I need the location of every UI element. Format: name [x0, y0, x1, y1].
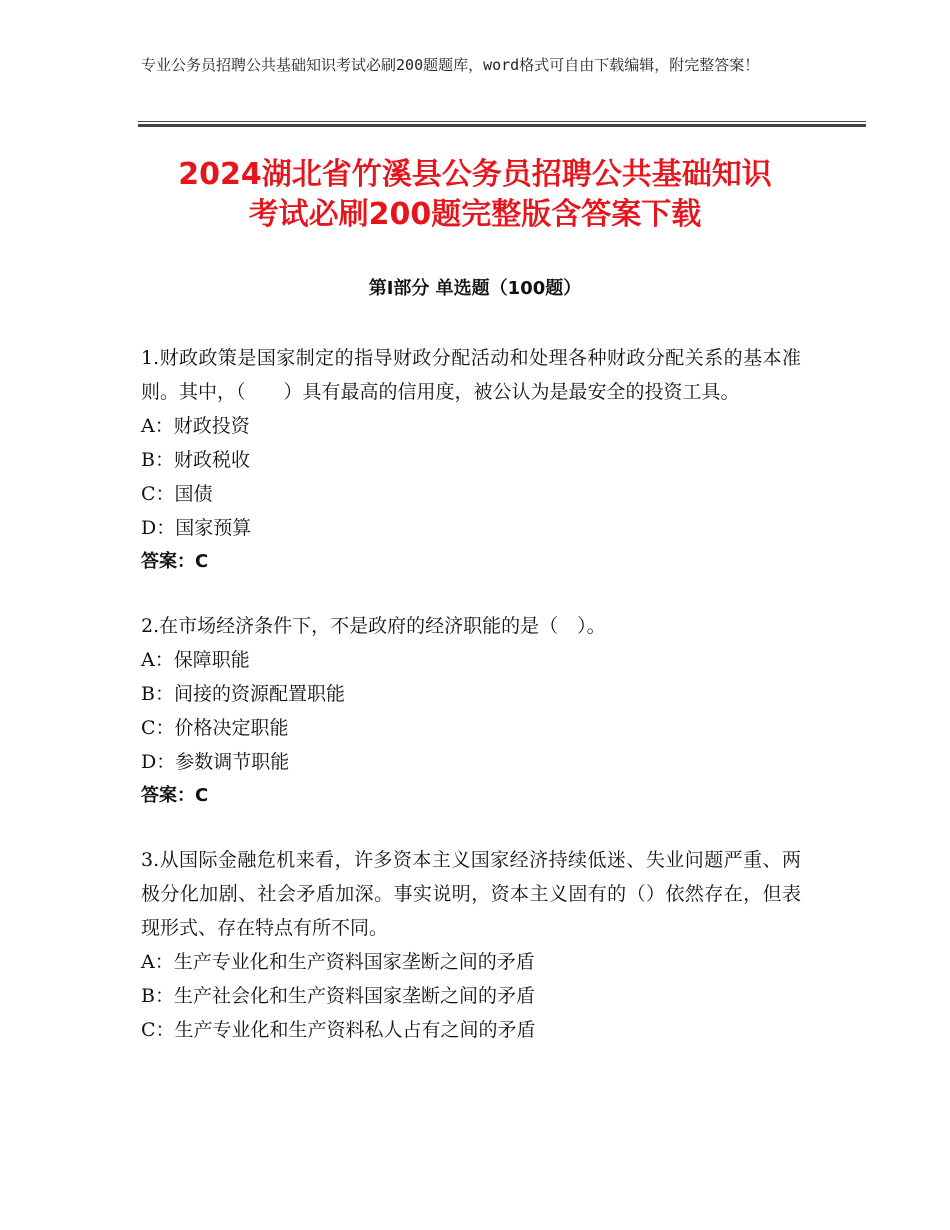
header-divider-thin — [138, 121, 866, 122]
option-c: C：生产专业化和生产资料私人占有之间的矛盾 — [141, 1019, 536, 1041]
question-text: 1.财政政策是国家制定的指导财政分配活动和处理各种财政分配关系的基本准则。其中，（ ）具有最高的信用度，被公认为是最安全的投资工具。 — [141, 347, 801, 403]
answer: 答案：C — [141, 785, 209, 806]
option-a: A：保障职能 — [141, 649, 250, 671]
option-a: A：财政投资 — [141, 415, 250, 437]
header-note: 专业公务员招聘公共基础知识考试必刷200题题库，word格式可自由下载编辑，附完整答案！ — [141, 56, 760, 74]
option-a: A：生产专业化和生产资料国家垄断之间的矛盾 — [141, 951, 535, 973]
question-3 — [141, 843, 801, 1047]
section-heading: 第Ⅰ部分 单选题（100题） — [368, 278, 582, 299]
title-line-1: 2024湖北省竹溪县公务员招聘公共基础知识 — [178, 157, 772, 192]
question-list — [141, 341, 801, 1077]
option-b: B：间接的资源配置职能 — [141, 683, 345, 705]
title-line-2: 考试必刷200题完整版含答案下载 — [248, 197, 702, 232]
question-2 — [141, 609, 801, 813]
answer: 答案：C — [141, 551, 209, 572]
question-text: 2.在市场经济条件下，不是政府的经济职能的是（ ）。 — [141, 615, 606, 637]
document-title — [100, 155, 850, 235]
option-c: C：国债 — [141, 483, 213, 505]
option-b: B：财政税收 — [141, 449, 250, 471]
option-d: D：参数调节职能 — [141, 751, 290, 773]
header-divider-thick — [138, 124, 866, 127]
question-1 — [141, 341, 801, 579]
option-b: B：生产社会化和生产资料国家垄断之间的矛盾 — [141, 985, 535, 1007]
option-c: C：价格决定职能 — [141, 717, 289, 739]
option-d: D：国家预算 — [141, 517, 252, 539]
question-text: 3.从国际金融危机来看，许多资本主义国家经济持续低迷、失业问题严重、两极分化加剧、社会矛盾加深。事实说明，资本主义固有的（）依然存在，但表现形式、存在特点有所不同。 — [141, 849, 801, 939]
